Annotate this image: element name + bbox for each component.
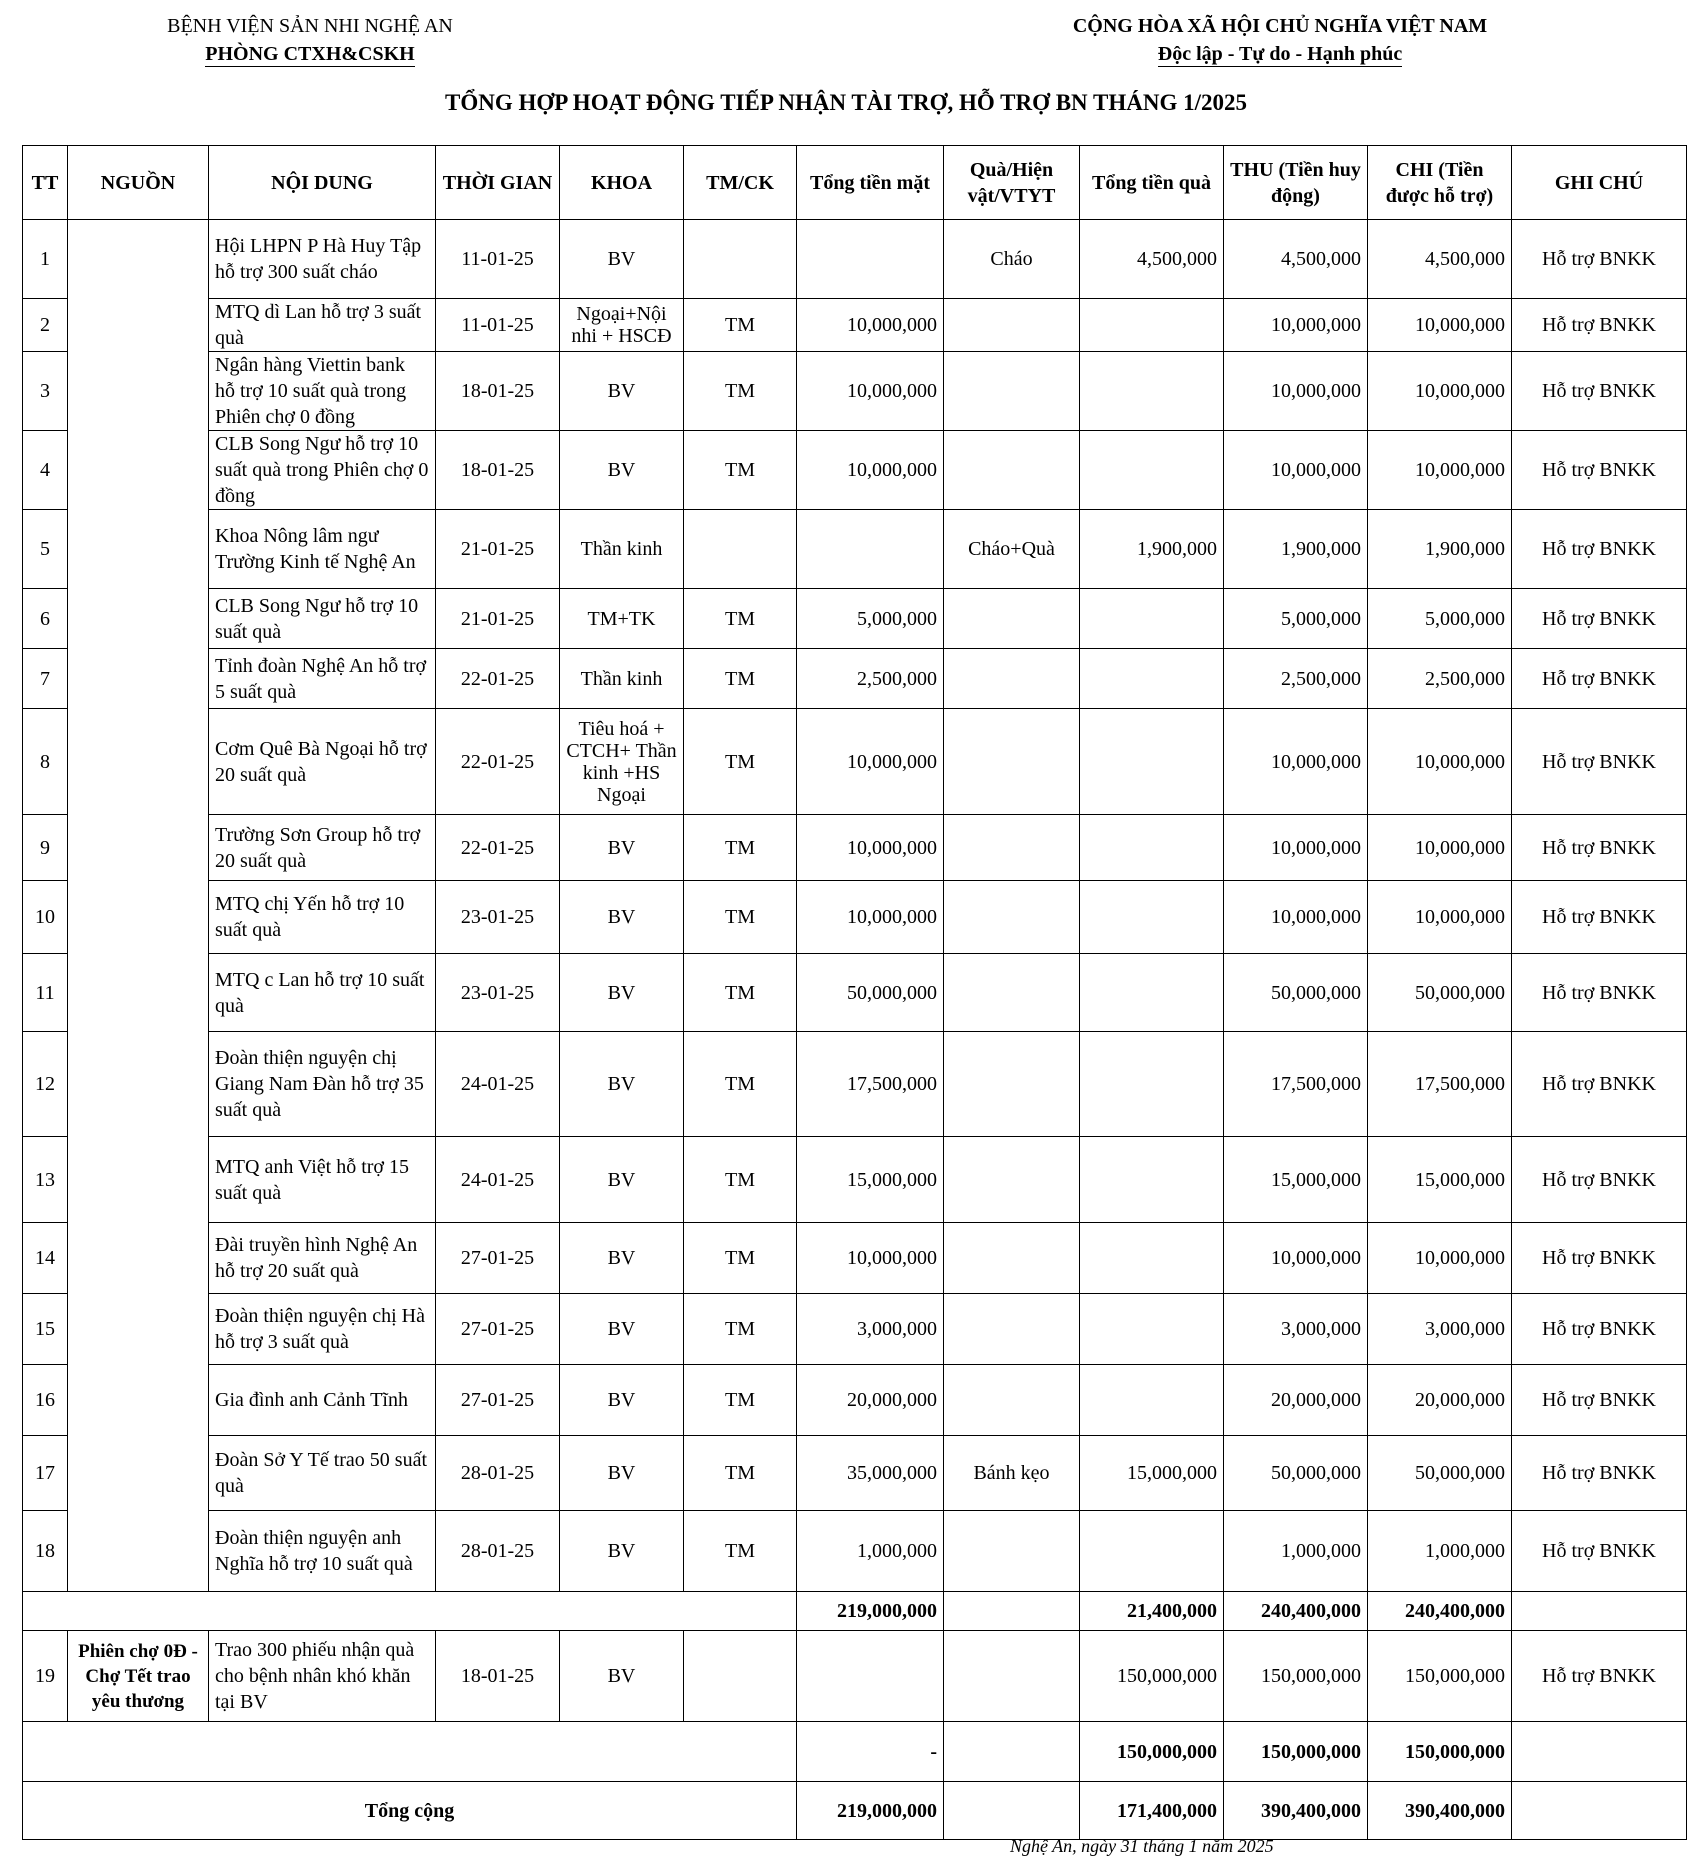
- row-thu: 4,500,000: [1224, 220, 1368, 299]
- row-date: 22-01-25: [436, 815, 560, 881]
- subtotal-cash: -: [797, 1722, 944, 1782]
- row-thu: 1,000,000: [1224, 1511, 1368, 1592]
- row-note: Hỗ trợ BNKK: [1512, 709, 1687, 815]
- total-thu: 390,400,000: [1224, 1782, 1368, 1840]
- row-gift: [944, 954, 1080, 1032]
- row-chi: 1,000,000: [1368, 1511, 1512, 1592]
- subtotal-row: [23, 1592, 1687, 1631]
- row-dept: BV: [560, 1511, 684, 1592]
- row-chi: 10,000,000: [1368, 431, 1512, 510]
- row-chi: 2,500,000: [1368, 649, 1512, 709]
- row-note: Hỗ trợ BNKK: [1512, 589, 1687, 649]
- row-date: 28-01-25: [436, 1436, 560, 1511]
- col-header: NGUỒN: [68, 146, 209, 220]
- row-chi: 3,000,000: [1368, 1294, 1512, 1365]
- row-tt: 9: [23, 815, 68, 881]
- hospital-name: BỆNH VIỆN SẢN NHI NGHỆ AN: [167, 15, 453, 37]
- row-tt: 17: [23, 1436, 68, 1511]
- row-gift: Bánh kẹo: [944, 1436, 1080, 1511]
- col-header: NỘI DUNG: [209, 146, 436, 220]
- row-cash: 3,000,000: [797, 1294, 944, 1365]
- table-row: [23, 352, 1687, 431]
- row-dept: Ngoại+Nội nhi + HSCĐ: [560, 299, 684, 352]
- row-tt: 2: [23, 299, 68, 352]
- row-gift: [944, 649, 1080, 709]
- subtotal-thu: 240,400,000: [1224, 1592, 1368, 1631]
- row-tmck: TM: [684, 1223, 797, 1294]
- row-chi: 10,000,000: [1368, 881, 1512, 954]
- row-thu: 2,500,000: [1224, 649, 1368, 709]
- row-chi: 10,000,000: [1368, 815, 1512, 881]
- row-cash: 10,000,000: [797, 431, 944, 510]
- table-row: [23, 589, 1687, 649]
- row-tt: 13: [23, 1137, 68, 1223]
- row-date: 23-01-25: [436, 954, 560, 1032]
- col-header: Tổng tiền quà: [1080, 146, 1224, 220]
- row-dept: BV: [560, 881, 684, 954]
- row-date: 21-01-25: [436, 510, 560, 589]
- row-thu: 5,000,000: [1224, 589, 1368, 649]
- row-thu: 50,000,000: [1224, 1436, 1368, 1511]
- row-cash: 35,000,000: [797, 1436, 944, 1511]
- col-header: TT: [23, 146, 68, 220]
- row-dept: Thần kinh: [560, 510, 684, 589]
- row-dept: BV: [560, 1365, 684, 1436]
- row-cash: [797, 220, 944, 299]
- row-dept: TM+TK: [560, 589, 684, 649]
- row-tmck: TM: [684, 1436, 797, 1511]
- row-date: 18-01-25: [436, 1631, 560, 1722]
- row-tmck: TM: [684, 1294, 797, 1365]
- row-date: 21-01-25: [436, 589, 560, 649]
- row-content: MTQ chị Yến hỗ trợ 10 suất quà: [209, 881, 436, 954]
- row-dept: BV: [560, 815, 684, 881]
- row-date: 27-01-25: [436, 1223, 560, 1294]
- subtotal-gift-value: 21,400,000: [1080, 1592, 1224, 1631]
- row-gift: Cháo: [944, 220, 1080, 299]
- row-chi: 5,000,000: [1368, 589, 1512, 649]
- row-dept: BV: [560, 1436, 684, 1511]
- row-note: Hỗ trợ BNKK: [1512, 1631, 1687, 1722]
- row-thu: 10,000,000: [1224, 815, 1368, 881]
- table-row: [23, 220, 1687, 299]
- row-tmck: TM: [684, 815, 797, 881]
- row-note: Hỗ trợ BNKK: [1512, 649, 1687, 709]
- row-cash: 10,000,000: [797, 881, 944, 954]
- col-header: CHI (Tiền được hỗ trợ): [1368, 146, 1512, 220]
- row-date: 24-01-25: [436, 1032, 560, 1137]
- table-row: [23, 1294, 1687, 1365]
- row-gift-value: [1080, 709, 1224, 815]
- total-gift-value: 171,400,000: [1080, 1782, 1224, 1840]
- total-chi: 390,400,000: [1368, 1782, 1512, 1840]
- row-cash: 5,000,000: [797, 589, 944, 649]
- row-note: Hỗ trợ BNKK: [1512, 510, 1687, 589]
- row-chi: 10,000,000: [1368, 352, 1512, 431]
- row-tt: 4: [23, 431, 68, 510]
- row-tt: 7: [23, 649, 68, 709]
- row-gift: [944, 1294, 1080, 1365]
- row-date: 28-01-25: [436, 1511, 560, 1592]
- row-note: Hỗ trợ BNKK: [1512, 1223, 1687, 1294]
- table-row: [23, 815, 1687, 881]
- row-gift-value: [1080, 1365, 1224, 1436]
- row-gift: [944, 881, 1080, 954]
- table-row: [23, 881, 1687, 954]
- row-gift: [944, 1137, 1080, 1223]
- row-gift-value: [1080, 1137, 1224, 1223]
- row-tmck: TM: [684, 1511, 797, 1592]
- table-row: [23, 1511, 1687, 1592]
- row-gift: [944, 1365, 1080, 1436]
- row-note: Hỗ trợ BNKK: [1512, 1032, 1687, 1137]
- sponsorship-table: [22, 145, 1687, 1840]
- row-note: Hỗ trợ BNKK: [1512, 1436, 1687, 1511]
- row-tmck: TM: [684, 954, 797, 1032]
- row-dept: BV: [560, 1294, 684, 1365]
- table-row: [23, 1032, 1687, 1137]
- table-row: [23, 510, 1687, 589]
- row-tt: 11: [23, 954, 68, 1032]
- col-header: KHOA: [560, 146, 684, 220]
- col-header: THU (Tiền huy động): [1224, 146, 1368, 220]
- row-note: Hỗ trợ BNKK: [1512, 1365, 1687, 1436]
- row-chi: 10,000,000: [1368, 1223, 1512, 1294]
- row-tt: 6: [23, 589, 68, 649]
- row-gift: [944, 709, 1080, 815]
- row-cash: 10,000,000: [797, 1223, 944, 1294]
- row-tmck: TM: [684, 709, 797, 815]
- row-note: Hỗ trợ BNKK: [1512, 1137, 1687, 1223]
- row-note: Hỗ trợ BNKK: [1512, 431, 1687, 510]
- table-row: [23, 299, 1687, 352]
- row-tmck: TM: [684, 1137, 797, 1223]
- row-content: MTQ c Lan hỗ trợ 10 suất quà: [209, 954, 436, 1032]
- row-gift: [944, 815, 1080, 881]
- row-note: Hỗ trợ BNKK: [1512, 352, 1687, 431]
- row-chi: 1,900,000: [1368, 510, 1512, 589]
- row-thu: 20,000,000: [1224, 1365, 1368, 1436]
- row-dept: BV: [560, 220, 684, 299]
- row-tt: 3: [23, 352, 68, 431]
- row-gift: [944, 1223, 1080, 1294]
- row-gift: Cháo+Quà: [944, 510, 1080, 589]
- row-gift-value: [1080, 431, 1224, 510]
- row-gift: [944, 1032, 1080, 1137]
- row-tmck: TM: [684, 431, 797, 510]
- row-dept: BV: [560, 954, 684, 1032]
- subtotal-chi: 150,000,000: [1368, 1722, 1512, 1782]
- country-motto: Độc lập - Tự do - Hạnh phúc: [1157, 43, 1403, 65]
- row-gift-value: [1080, 1294, 1224, 1365]
- row-tt: 1: [23, 220, 68, 299]
- row-tmck: TM: [684, 1365, 797, 1436]
- row-tt: 16: [23, 1365, 68, 1436]
- col-header: Tổng tiền mặt: [797, 146, 944, 220]
- row-thu: 10,000,000: [1224, 431, 1368, 510]
- row-content: MTQ anh Việt hỗ trợ 15 suất quà: [209, 1137, 436, 1223]
- row-chi: 17,500,000: [1368, 1032, 1512, 1137]
- row-cash: 50,000,000: [797, 954, 944, 1032]
- row-thu: 3,000,000: [1224, 1294, 1368, 1365]
- row-cash: 10,000,000: [797, 352, 944, 431]
- row-content: MTQ dì Lan hỗ trợ 3 suất quà: [209, 299, 436, 352]
- row-gift-value: [1080, 1032, 1224, 1137]
- table-row: [23, 1223, 1687, 1294]
- row-content: Hội LHPN P Hà Huy Tập hỗ trợ 300 suất cháo: [209, 220, 436, 299]
- row-thu: 10,000,000: [1224, 881, 1368, 954]
- row-content: Đoàn thiện nguyện anh Nghĩa hỗ trợ 10 suất quà: [209, 1511, 436, 1592]
- subtotal-gift-value: 150,000,000: [1080, 1722, 1224, 1782]
- row-cash: [797, 510, 944, 589]
- row-dept: Tiêu hoá + CTCH+ Thần kinh +HS Ngoại: [560, 709, 684, 815]
- row-tmck: [684, 220, 797, 299]
- table-row: [23, 709, 1687, 815]
- row-source: [68, 220, 209, 1592]
- row-tt: 5: [23, 510, 68, 589]
- row-content: Tỉnh đoàn Nghệ An hỗ trợ 5 suất quà: [209, 649, 436, 709]
- row-dept: BV: [560, 1223, 684, 1294]
- subtotal-cash: 219,000,000: [797, 1592, 944, 1631]
- row-source: Phiên chợ 0Đ - Chợ Tết trao yêu thương: [68, 1631, 209, 1722]
- row-date: 18-01-25: [436, 352, 560, 431]
- row-cash: 15,000,000: [797, 1137, 944, 1223]
- table-row: [23, 954, 1687, 1032]
- row-content: Đoàn thiện nguyện chị Hà hỗ trợ 3 suất quà: [209, 1294, 436, 1365]
- row-chi: 15,000,000: [1368, 1137, 1512, 1223]
- row-tmck: TM: [684, 352, 797, 431]
- row-gift-value: [1080, 649, 1224, 709]
- row-tmck: TM: [684, 589, 797, 649]
- row-content: Đài truyền hình Nghệ An hỗ trợ 20 suất quà: [209, 1223, 436, 1294]
- row-content: Gia đình anh Cảnh Tĩnh: [209, 1365, 436, 1436]
- country-header: [1010, 12, 1550, 68]
- row-thu: 10,000,000: [1224, 352, 1368, 431]
- row-thu: 15,000,000: [1224, 1137, 1368, 1223]
- row-date: 27-01-25: [436, 1294, 560, 1365]
- col-header: TM/CK: [684, 146, 797, 220]
- subtotal-chi: 240,400,000: [1368, 1592, 1512, 1631]
- row-gift: [944, 352, 1080, 431]
- row-date: 22-01-25: [436, 709, 560, 815]
- row-thu: 1,900,000: [1224, 510, 1368, 589]
- row-tmck: TM: [684, 881, 797, 954]
- row-gift-value: [1080, 299, 1224, 352]
- total-cash: 219,000,000: [797, 1782, 944, 1840]
- row-dept: BV: [560, 352, 684, 431]
- table-row: [23, 649, 1687, 709]
- table-row: [23, 1137, 1687, 1223]
- row-content: Đoàn Sở Y Tế trao 50 suất quà: [209, 1436, 436, 1511]
- row-content: Cơm Quê Bà Ngoại hỗ trợ 20 suất quà: [209, 709, 436, 815]
- row-note: Hỗ trợ BNKK: [1512, 299, 1687, 352]
- row-chi: 10,000,000: [1368, 709, 1512, 815]
- row-gift-value: [1080, 954, 1224, 1032]
- row-cash: 17,500,000: [797, 1032, 944, 1137]
- row-dept: Thần kinh: [560, 649, 684, 709]
- row-content: Trường Sơn Group hỗ trợ 20 suất quà: [209, 815, 436, 881]
- row-chi: 4,500,000: [1368, 220, 1512, 299]
- row-gift-value: 4,500,000: [1080, 220, 1224, 299]
- row-thu: 10,000,000: [1224, 709, 1368, 815]
- row-content: Đoàn thiện nguyện chị Giang Nam Đàn hỗ trợ 35 suất quà: [209, 1032, 436, 1137]
- row-content: CLB Song Ngư hỗ trợ 10 suất quà trong Phiên chợ 0 đồng: [209, 431, 436, 510]
- row-gift-value: [1080, 815, 1224, 881]
- col-header: Quà/Hiện vật/VTYT: [944, 146, 1080, 220]
- row-thu: 10,000,000: [1224, 299, 1368, 352]
- table-row: [23, 1365, 1687, 1436]
- col-header: GHI CHÚ: [1512, 146, 1687, 220]
- row-tt: 8: [23, 709, 68, 815]
- row-thu: 17,500,000: [1224, 1032, 1368, 1137]
- row-gift-value: 150,000,000: [1080, 1631, 1224, 1722]
- row-cash: 10,000,000: [797, 299, 944, 352]
- row-thu: 10,000,000: [1224, 1223, 1368, 1294]
- row-gift: [944, 589, 1080, 649]
- row-dept: BV: [560, 1032, 684, 1137]
- row-gift: [944, 299, 1080, 352]
- row-gift: [944, 431, 1080, 510]
- table-row: [23, 431, 1687, 510]
- row-date: 27-01-25: [436, 1365, 560, 1436]
- row-chi: 10,000,000: [1368, 299, 1512, 352]
- total-label: Tổng cộng: [23, 1782, 797, 1840]
- country-name: CỘNG HÒA XÃ HỘI CHỦ NGHĨA VIỆT NAM: [1072, 15, 1488, 37]
- row-gift-value: [1080, 1223, 1224, 1294]
- row-tt: 12: [23, 1032, 68, 1137]
- row-gift: [944, 1511, 1080, 1592]
- row-note: Hỗ trợ BNKK: [1512, 954, 1687, 1032]
- row-content: Ngân hàng Viettin bank hỗ trợ 10 suất quà trong Phiên chợ 0 đồng: [209, 352, 436, 431]
- department-name: PHÒNG CTXH&CSKH: [205, 43, 415, 65]
- row-cash: 2,500,000: [797, 649, 944, 709]
- row-chi: 50,000,000: [1368, 954, 1512, 1032]
- row-chi: 50,000,000: [1368, 1436, 1512, 1511]
- row-content: CLB Song Ngư hỗ trợ 10 suất quà: [209, 589, 436, 649]
- row-content: Khoa Nông lâm ngư Trường Kinh tế Nghệ An: [209, 510, 436, 589]
- row-date: 18-01-25: [436, 431, 560, 510]
- row-tmck: TM: [684, 1032, 797, 1137]
- row-tt: 15: [23, 1294, 68, 1365]
- row-cash: 10,000,000: [797, 709, 944, 815]
- row-chi: 150,000,000: [1368, 1631, 1512, 1722]
- row-gift-value: 1,900,000: [1080, 510, 1224, 589]
- row-cash: 20,000,000: [797, 1365, 944, 1436]
- row-chi: 20,000,000: [1368, 1365, 1512, 1436]
- row-gift-value: [1080, 589, 1224, 649]
- row-gift-value: [1080, 1511, 1224, 1592]
- subtotal-thu: 150,000,000: [1224, 1722, 1368, 1782]
- row-cash: 10,000,000: [797, 815, 944, 881]
- row-thu: 150,000,000: [1224, 1631, 1368, 1722]
- row-cash: 1,000,000: [797, 1511, 944, 1592]
- row-date: 22-01-25: [436, 649, 560, 709]
- row-date: 11-01-25: [436, 220, 560, 299]
- row-tmck: TM: [684, 299, 797, 352]
- table-row: [23, 1436, 1687, 1511]
- row-gift-value: [1080, 881, 1224, 954]
- total-row: [23, 1782, 1687, 1840]
- row-thu: 50,000,000: [1224, 954, 1368, 1032]
- row-tmck: TM: [684, 649, 797, 709]
- row-note: Hỗ trợ BNKK: [1512, 815, 1687, 881]
- row-date: 11-01-25: [436, 299, 560, 352]
- row-gift-value: [1080, 352, 1224, 431]
- row-gift-value: 15,000,000: [1080, 1436, 1224, 1511]
- org-header: [120, 12, 500, 68]
- row-tt: 18: [23, 1511, 68, 1592]
- subtotal-row: [23, 1722, 1687, 1782]
- row-date: 24-01-25: [436, 1137, 560, 1223]
- row-dept: BV: [560, 1137, 684, 1223]
- row-note: Hỗ trợ BNKK: [1512, 881, 1687, 954]
- signing-date: Nghệ An, ngày 31 tháng 1 năm 2025: [1010, 1836, 1274, 1856]
- row-note: Hỗ trợ BNKK: [1512, 1511, 1687, 1592]
- table-header-row: [23, 146, 1687, 220]
- row-tt: 19: [23, 1631, 68, 1722]
- row-dept: BV: [560, 431, 684, 510]
- row-note: Hỗ trợ BNKK: [1512, 220, 1687, 299]
- row-date: 23-01-25: [436, 881, 560, 954]
- row-note: Hỗ trợ BNKK: [1512, 1294, 1687, 1365]
- row-tmck: [684, 510, 797, 589]
- row-tt: 14: [23, 1223, 68, 1294]
- row-dept: BV: [560, 1631, 684, 1722]
- report-title: TỔNG HỢP HOẠT ĐỘNG TIẾP NHẬN TÀI TRỢ, HỖ TRỢ BN THÁNG 1/2025: [445, 90, 1247, 115]
- table-row: [23, 1631, 1687, 1722]
- col-header: THỜI GIAN: [436, 146, 560, 220]
- row-tt: 10: [23, 881, 68, 954]
- row-content: Trao 300 phiếu nhận quà cho bệnh nhân khó khăn tại BV: [209, 1631, 436, 1722]
